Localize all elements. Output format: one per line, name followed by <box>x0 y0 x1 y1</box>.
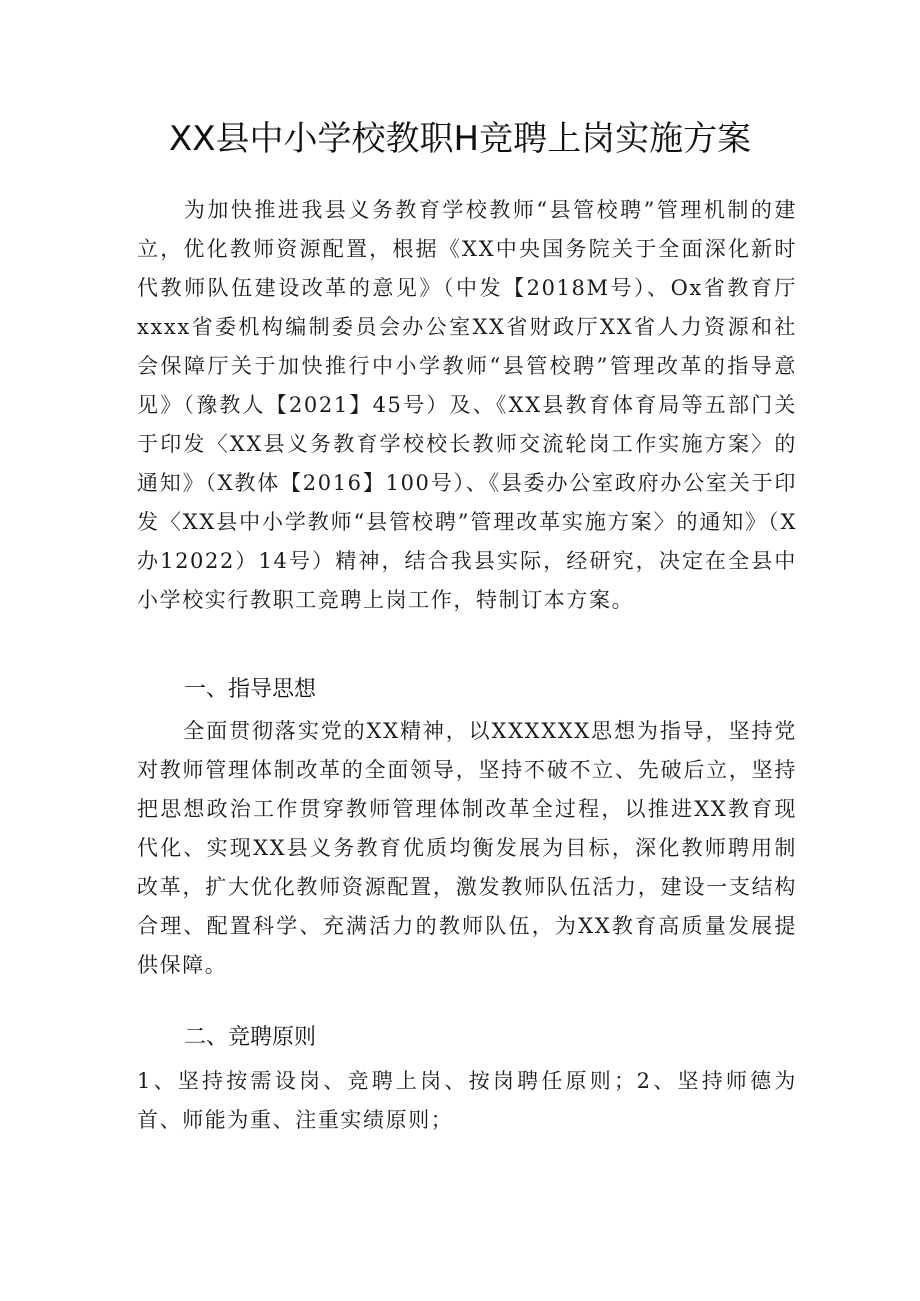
document-title: XX县中小学校教职H竞聘上岗实施方案 <box>168 119 752 159</box>
section-paragraph-competition-principles: 1、坚持按需设岗、竞聘上岗、按岗聘任原则；2、坚持师德为首、师能为重、注重实绩原则； <box>137 1069 797 1132</box>
section-paragraph-guiding-ideology <box>137 712 797 985</box>
intro-paragraph-text: 为加快推进我县义务教育学校教师“县管校聘”管理机制的建立，优化教师资源配置，根据《XX中央国务院关于全面深化新时代教师队伍建设改革的意见》（中发【2018M号）、Ox省教育厅xxxx省委机构编制委员会办公室XX省财政厅XX省人力资源和社会保障厅关于加快推行中小学教师“县管校聘”管理改革的指导意见》（豫教人【2021】45号）及、《XX县教育体育局等五部门关于印发〈XX县义务教育学校校长教师交流轮岗工作实施方案〉的通知》（X教体【2016】100号）、《县委办公室政府办公室关于印发〈XX县中小学教师“县管校聘”管理改革实施方案〉的通知》（X办12022）14号）精神，结合我县实际，经研究，决定在全县中小学校实行教职工竞聘上岗工作，特制订本方案。 <box>137 198 797 612</box>
section-paragraph-guiding-ideology-text: 全面贯彻落实党的XX精神，以XXXXXX思想为指导，坚持党对教师管理体制改革的全面领导，坚持不破不立、先破后立，坚持把思想政治工作贯穿教师管理体制改革全过程，以推进XX教育现代化、实现XX县义务教育优质均衡发展为目标，深化教师聘用制改革，扩大优化教师资源配置，激发教师队伍活力，建设一支结构合理、配置科学、充满活力的教师队伍，为XX教育高质量发展提供保障。 <box>137 719 797 977</box>
section-heading-guiding-ideology: 一、指导思想 <box>184 677 317 702</box>
section-heading-competition-principles: 二、竞聘原则 <box>184 1025 317 1050</box>
intro-paragraph <box>137 191 797 620</box>
